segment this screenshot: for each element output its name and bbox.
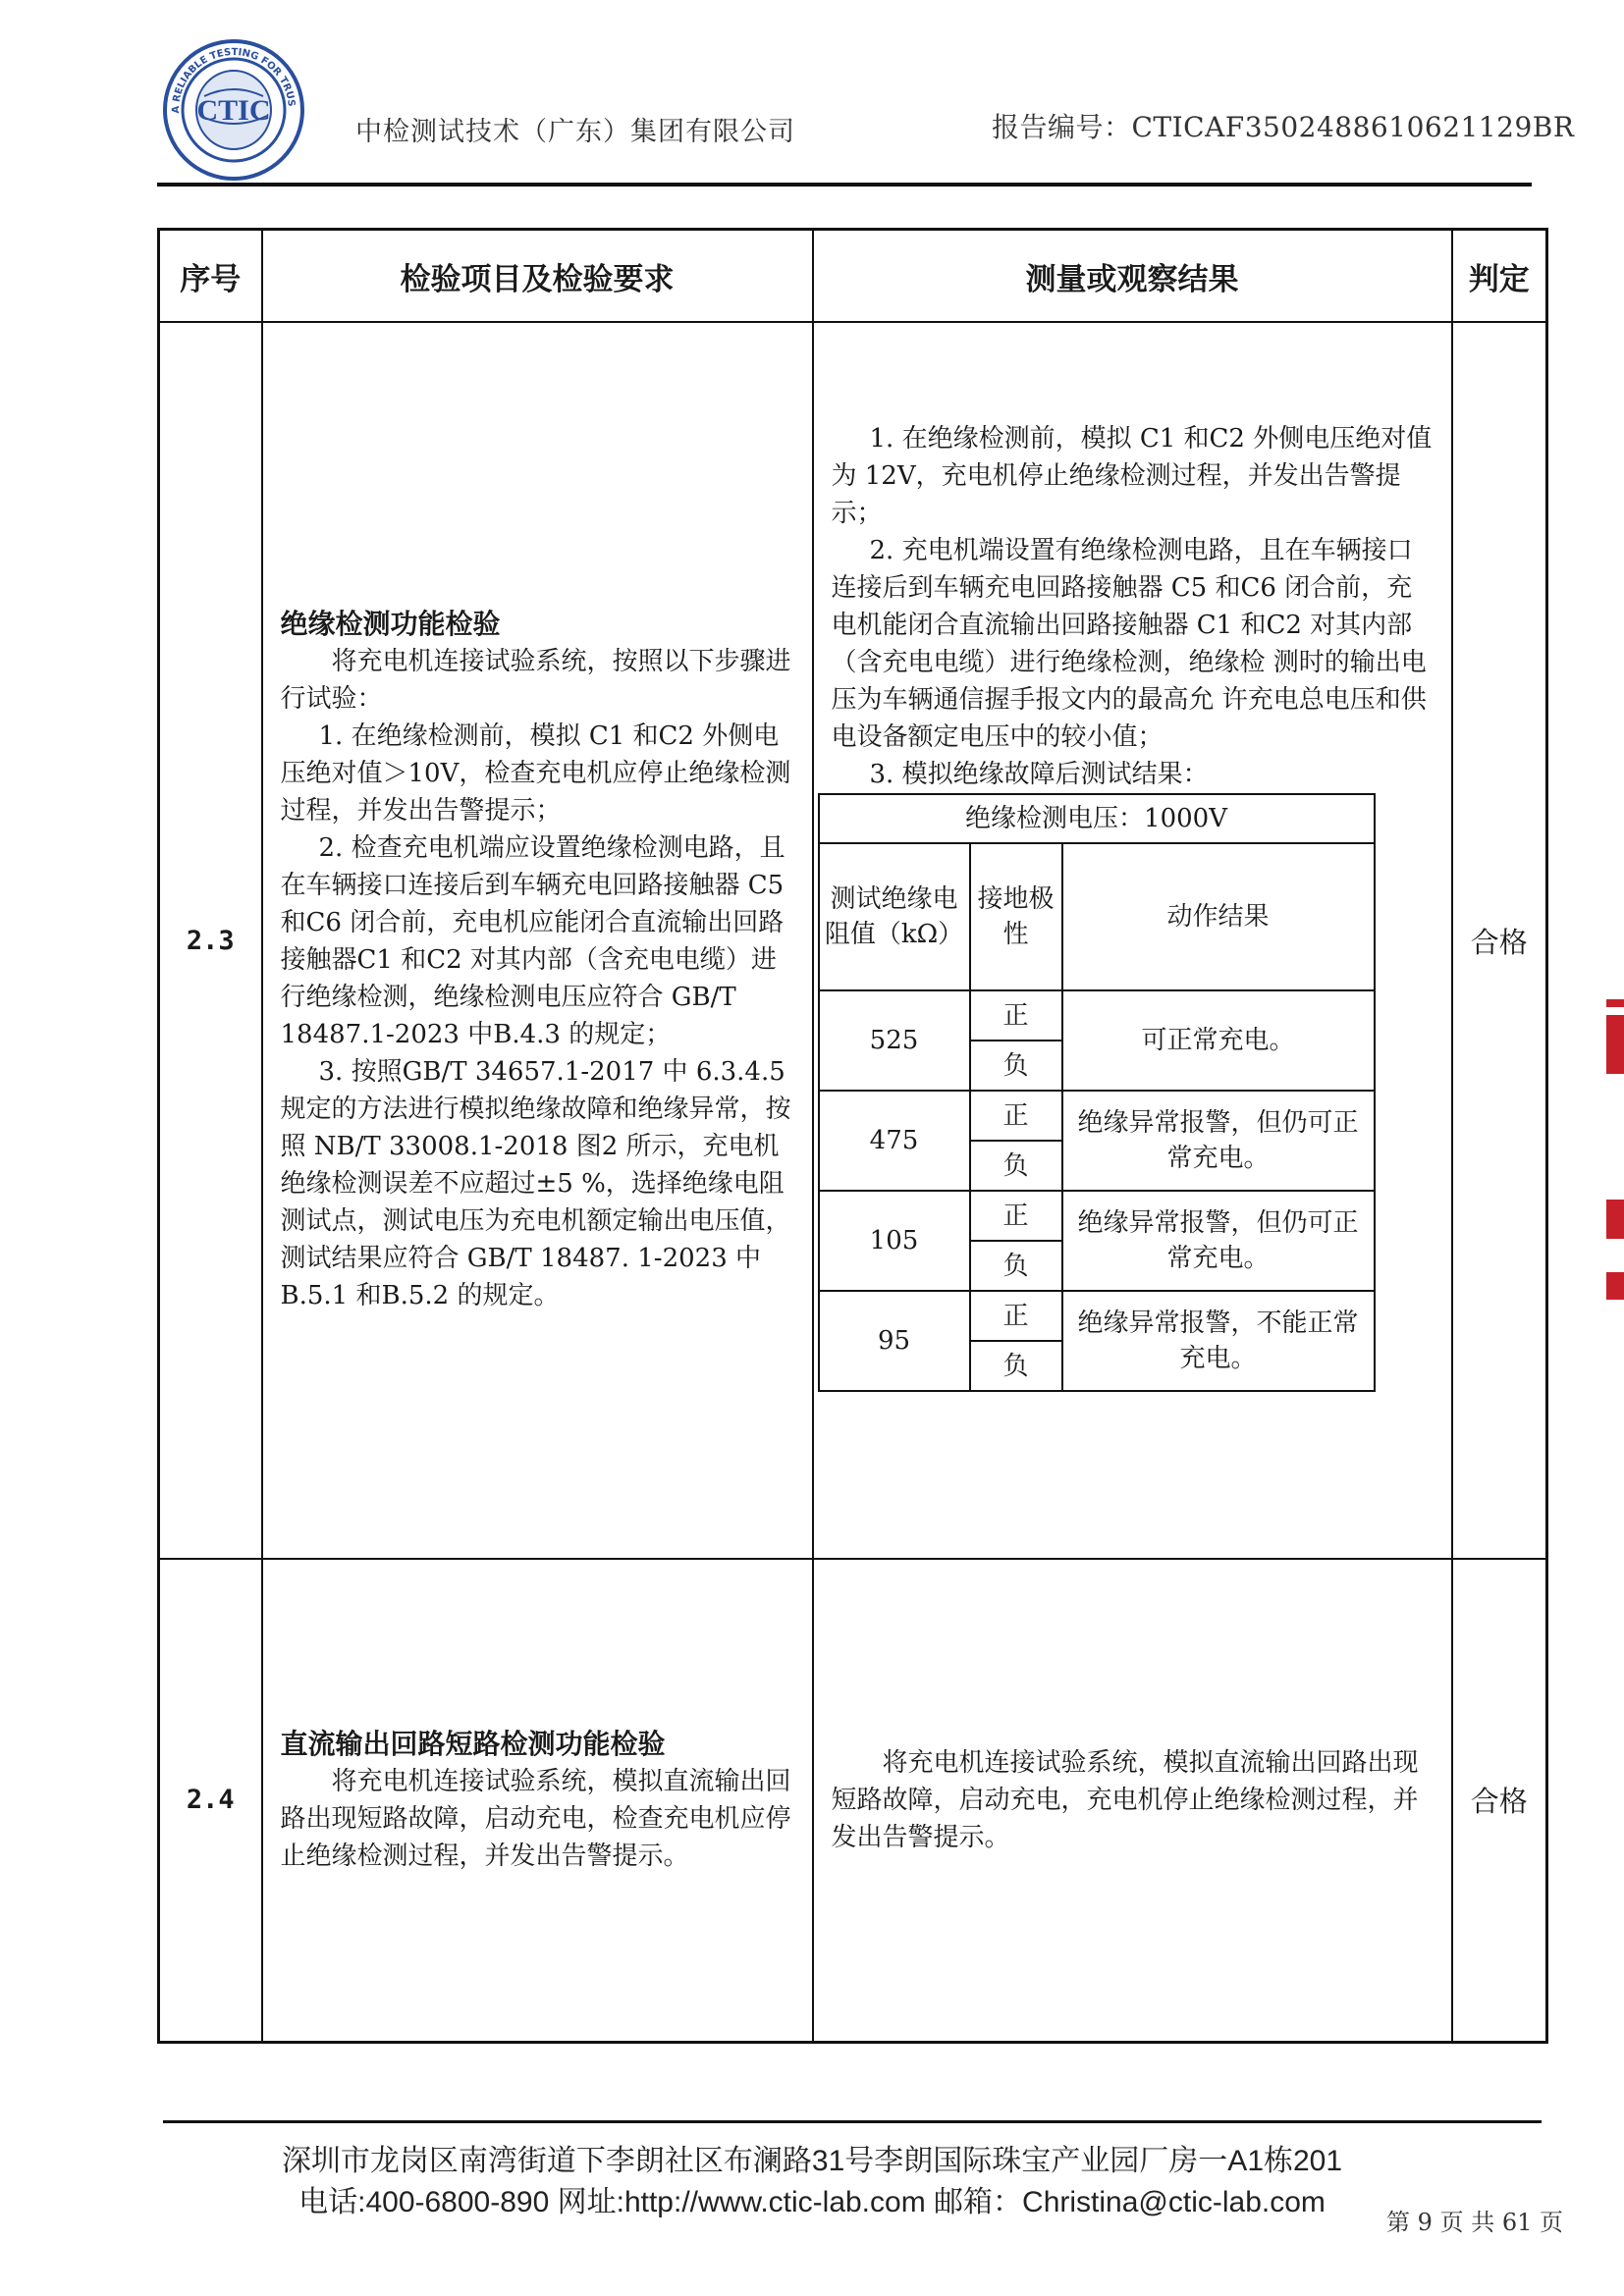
result-text: 2. 充电机端设置有绝缘检测电路，且在车辆接口连接后到车辆充电回路接触器 C5 和C6 闭合前，充电机能闭合直流输出回路接触器 C1 和C2 对其内部（含充电电缆）进行绝缘检测，绝缘检 测时的输出电压为车辆通信握手报文内的最高允 许充电总电压和供电设备额定电压中的较小值； bbox=[831, 536, 1427, 752]
polarity-positive: 正 bbox=[970, 990, 1062, 1041]
result-cell bbox=[813, 322, 1452, 1559]
col-header-seq: 序号 bbox=[159, 230, 262, 323]
result-text: 3. 模拟绝缘故障后测试结果： bbox=[869, 760, 1209, 789]
company-name: 中检测试技术（广东）集团有限公司 bbox=[355, 117, 795, 147]
polarity-positive: 正 bbox=[970, 1091, 1062, 1141]
requirement-cell bbox=[262, 1559, 813, 2042]
report-number: 报告编号：CTICAF3502488610621129BR bbox=[992, 111, 1575, 143]
insulation-results-table bbox=[818, 793, 1376, 1392]
requirement-text: 3. 按照GB/T 34657.1-2017 中 6.3.4.5 规定的方法进行模拟绝缘故障和绝缘异常，按照 NB/T 33008.1-2018 图2 所示，充电机绝缘检测误差不应超过±5 %，选择绝缘电阻测试点，测试电压为充电机额定输出电压值，测试结果应符合 GB/T 18487. 1-2023 中B.5.1 和B.5.2 的规定。 bbox=[280, 1057, 791, 1310]
footer-address: 深圳市龙岗区南湾街道下李朗社区布澜路31号李朗国际珠宝产业园厂房一A1栋201 bbox=[281, 2145, 1343, 2177]
resistance-value: 475 bbox=[819, 1091, 970, 1191]
inner-header-result: 动作结果 bbox=[1062, 843, 1375, 990]
polarity-negative: 负 bbox=[970, 1141, 1062, 1191]
seal-fragment bbox=[1606, 1272, 1624, 1300]
polarity-negative: 负 bbox=[970, 1241, 1062, 1291]
col-header-result: 测量或观察结果 bbox=[813, 230, 1452, 323]
logo-ring-text: A RELIABLE TESTING FOR TRUS bbox=[170, 46, 297, 114]
seal-fragment bbox=[1606, 1015, 1624, 1074]
action-result: 可正常充电。 bbox=[1062, 990, 1375, 1091]
action-result: 绝缘异常报警，但仍可正常充电。 bbox=[1062, 1091, 1375, 1191]
requirement-text: 将充电机连接试验系统，模拟直流输出回路出现短路故障，启动充电，检查充电机应停止绝缘检测过程，并发出告警提示。 bbox=[280, 1766, 791, 1871]
table-row bbox=[159, 322, 1547, 1559]
polarity-negative: 负 bbox=[970, 1341, 1062, 1391]
requirement-text: 2. 检查充电机端应设置绝缘检测电路，且在车辆接口连接后到车辆充电回路接触器 C5 和C6 闭合前，充电机应能闭合直流输出回路接触器C1 和C2 对其内部（含充电电缆）进行绝缘检测，绝缘检测电压应符合 GB/T 18487.1-2023 中B.4.3 的规定； bbox=[280, 833, 785, 1049]
requirement-text: 1. 在绝缘检测前，模拟 C1 和C2 外侧电压绝对值＞10V，检查充电机应停止绝缘检测过程，并发出告警提示； bbox=[280, 721, 791, 826]
resistance-value: 525 bbox=[819, 990, 970, 1091]
inspection-table bbox=[157, 228, 1548, 2044]
action-result: 绝缘异常报警，但仍可正常充电。 bbox=[1062, 1191, 1375, 1291]
result-cell bbox=[813, 1559, 1452, 2042]
footer-contact: 电话:400-6800-890 网址:http://www.ctic-lab.com 邮箱：Christina@ctic-lab.com bbox=[298, 2186, 1326, 2218]
polarity-positive: 正 bbox=[970, 1191, 1062, 1241]
polarity-negative: 负 bbox=[970, 1041, 1062, 1091]
action-result: 绝缘异常报警，不能正常充电。 bbox=[1062, 1291, 1375, 1391]
col-header-verdict: 判定 bbox=[1452, 230, 1547, 323]
requirement-text: 将充电机连接试验系统，按照以下步骤进行试验： bbox=[280, 647, 791, 714]
company-logo bbox=[161, 37, 306, 183]
seal-fragment bbox=[1606, 1200, 1624, 1239]
page-number: 第 9 页 共 61 页 bbox=[1386, 2209, 1563, 2236]
header-divider bbox=[157, 183, 1532, 187]
inner-header-polarity: 接地极性 bbox=[970, 843, 1062, 990]
requirement-cell bbox=[262, 322, 813, 1559]
requirement-title: 直流输出回路短路检测功能检验 bbox=[280, 1727, 666, 1760]
polarity-positive: 正 bbox=[970, 1291, 1062, 1341]
row-verdict: 合格 bbox=[1452, 322, 1547, 1559]
seal-fragment bbox=[1606, 999, 1624, 1007]
row-seq: 2.3 bbox=[159, 322, 262, 1559]
result-text: 1. 在绝缘检测前，模拟 C1 和C2 外侧电压绝对值为 12V，充电机停止绝缘检测过程，并发出告警提示； bbox=[831, 424, 1433, 528]
requirement-title: 绝缘检测功能检验 bbox=[280, 608, 501, 640]
result-text: 将充电机连接试验系统，模拟直流输出回路出现短路故障，启动充电，充电机停止绝缘检测过程，并发出告警提示。 bbox=[831, 1747, 1419, 1852]
footer-divider bbox=[163, 2120, 1542, 2123]
resistance-value: 95 bbox=[819, 1291, 970, 1391]
table-row bbox=[159, 1559, 1547, 2042]
logo-text: CTIC bbox=[196, 94, 271, 127]
resistance-value: 105 bbox=[819, 1191, 970, 1291]
row-verdict: 合格 bbox=[1452, 1559, 1547, 2042]
inner-header-resistance: 测试绝缘电阻值（kΩ） bbox=[819, 843, 970, 990]
test-voltage: 绝缘检测电压：1000V bbox=[819, 794, 1375, 843]
row-seq: 2.4 bbox=[159, 1559, 262, 2042]
col-header-requirement: 检验项目及检验要求 bbox=[262, 230, 813, 323]
table-header-row bbox=[159, 230, 1547, 323]
